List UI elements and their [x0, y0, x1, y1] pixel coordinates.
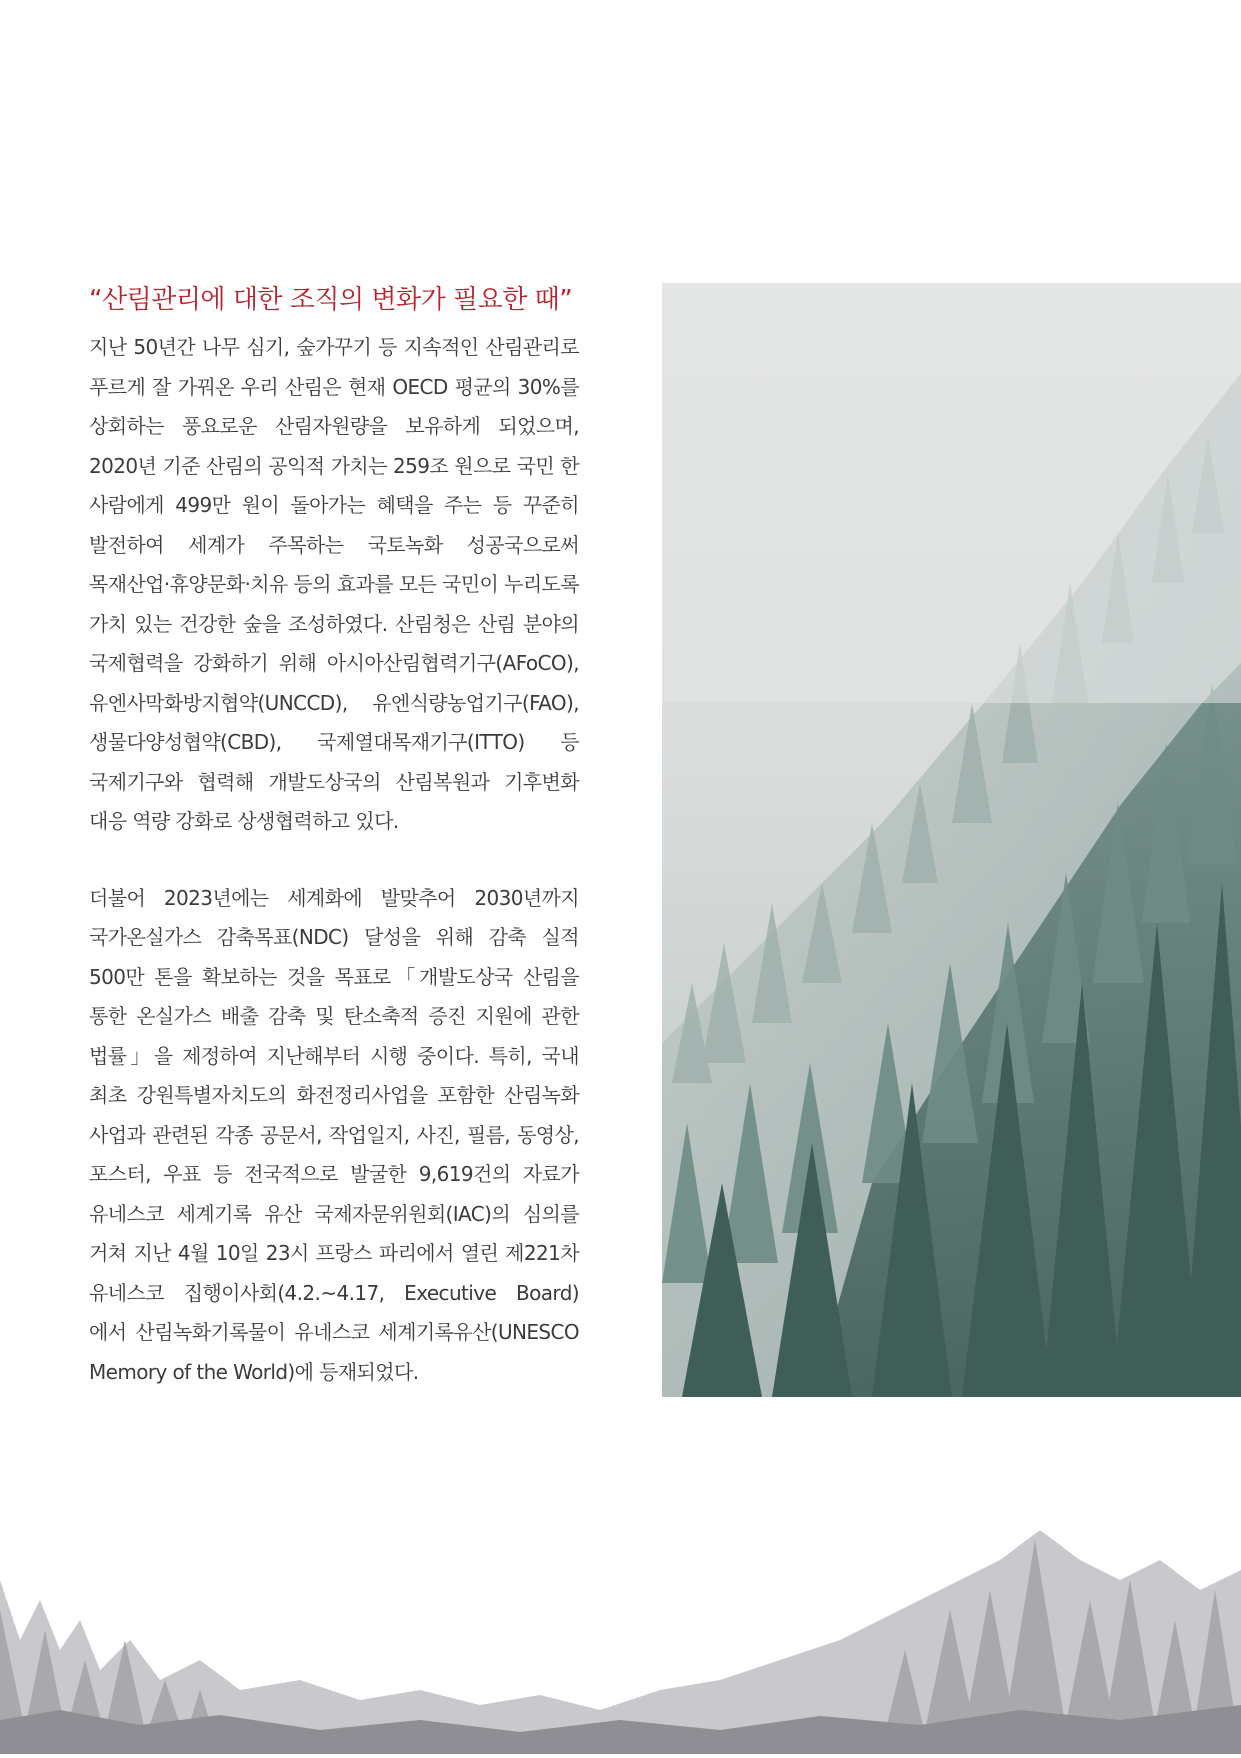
forest-silhouette-decoration: [0, 1520, 1241, 1754]
paragraph-1: 지난 50년간 나무 심기, 숲가꾸기 등 지속적인 산림관리로 푸르게 잘 가꿔온 우리 산림은 현재 OECD 평균의 30%를 상회하는 풍요로운 산림자원량을 보유하게 되었으며, 2020년 기준 산림의 공익적 가치는 259조 원으로 국민 한 사람에게 499만 원이 돌아가는 혜택을 주는 등 꾸준히 발전하여 세계가 주목하는 국토녹화 성공국으로써 목재산업·휴양문화·치유 등의 효과를 모든 국민이 누리도록 가치 있는 건강한 숲을 조성하였다. 산림청은 산림 분야의 국제협력을 강화하기 위해 아시아산림협력기구(AFoCO), 유엔사막화방지협약(UNCCD), 유엔식량농업기구(FAO), 생물다양성협약(CBD), 국제열대목재기구(ITTO) 등 국제기구와 협력해 개발도상국의 산림복원과 기후변화 대응 역량 강화로 상생협력하고 있다.: [89, 335, 579, 833]
paragraph-2: 더불어 2023년에는 세계화에 발맞추어 2030년까지 국가온실가스 감축목표(NDC) 달성을 위해 감축 실적 500만 톤을 확보하는 것을 목표로「개발도상국 산림을 통한 온실가스 배출 감축 및 탄소축적 증진 지원에 관한 법률」을 제정하여 지난해부터 시행 중이다. 특히, 국내 최초 강원특별자치도의 화전정리사업을 포함한 산림녹화 사업과 관련된 각종 공문서, 작업일지, 사진, 필름, 동영상, 포스터, 우표 등 전국적으로 발굴한 9,619건의 자료가 유네스코 세계기록 유산 국제자문위원회(IAC)의 심의를 거쳐 지난 4월 10일 23시 프랑스 파리에서 열린 제221차 유네스코 집행이사회(4.2.~4.17, Executive Board) 에서 산림녹화기록물이 유네스코 세계기록유산(UNESCO Memory of the World)에 등재되었다.: [89, 885, 579, 1384]
headline: “산림관리에 대한 조직의 변화가 필요한 때”: [89, 285, 573, 315]
article-text-column: [89, 278, 579, 1392]
misty-forest-photo: [662, 283, 1241, 1397]
